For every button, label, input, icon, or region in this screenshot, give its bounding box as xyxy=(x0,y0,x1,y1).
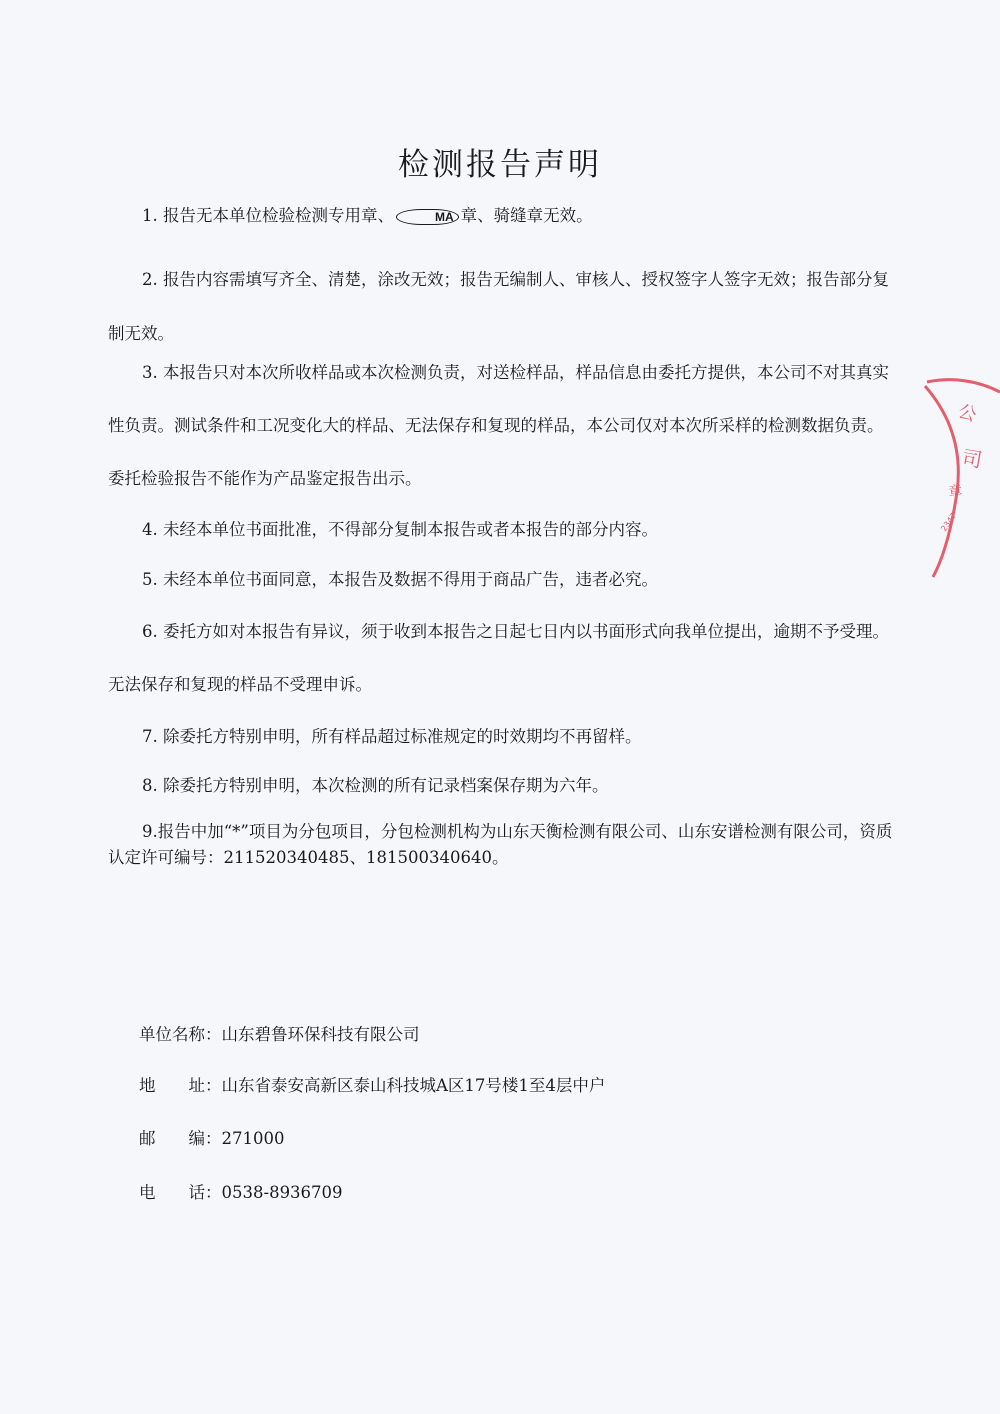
statement-5: 5. 未经本单位书面同意，本报告及数据不得用于商品广告，违者必究。 xyxy=(142,570,658,589)
address-row xyxy=(139,1072,605,1096)
postcode-row xyxy=(139,1125,285,1149)
address-label: 地 址： xyxy=(139,1076,222,1095)
phone-value: 0538-8936709 xyxy=(221,1183,343,1202)
statement-6: 6. 委托方如对本报告有异议，须于收到本报告之日起七日内以书面形式向我单位提出，逾期不予受理。无法保存和复现的样品不受理申诉。 xyxy=(108,622,889,694)
cma-logo-icon: MA xyxy=(396,209,459,225)
statement-1-prefix: 1. 报告无本单位检验检测专用章、 xyxy=(142,206,394,225)
statement-8: 8. 除委托方特别申明，本次检测的所有记录档案保存期为六年。 xyxy=(142,776,609,795)
statement-9: 9.报告中加“*”项目为分包项目，分包检测机构为山东天衡检测有限公司、山东安谱检测有限公司，资质认定许可编号：211520340485、181500340640。 xyxy=(108,822,893,867)
statement-1-suffix: 章、骑缝章无效。 xyxy=(460,206,593,225)
svg-text:公: 公 xyxy=(955,400,980,427)
statement-7: 7. 除委托方特别申明，所有样品超过标准规定的时效期均不再留样。 xyxy=(142,727,642,746)
unit-name-row xyxy=(139,1021,420,1045)
unit-name-label: 单位名称： xyxy=(139,1025,222,1044)
postcode-value: 271000 xyxy=(221,1129,285,1148)
statement-3: 3. 本报告只对本次所收样品或本次检测负责，对送检样品，样品信息由委托方提供，本公司不对其真实性负责。测试条件和工况变化大的样品、无法保存和复现的样品，本公司仅对本次所采样的检测数据负责。委托检验报告不能作为产品鉴定报告出示。 xyxy=(108,363,889,488)
page-title: 检测报告声明 xyxy=(398,146,602,183)
unit-name-value: 山东碧鲁环保科技有限公司 xyxy=(221,1025,420,1044)
svg-text:2347: 2347 xyxy=(939,511,959,534)
seal-stamp-icon xyxy=(905,372,1000,582)
phone-row xyxy=(139,1179,343,1203)
svg-text:章: 章 xyxy=(947,483,964,501)
statement-4: 4. 未经本单位书面批准，不得部分复制本报告或者本报告的部分内容。 xyxy=(142,520,658,539)
statement-1 xyxy=(108,203,898,229)
address-value: 山东省泰安高新区泰山科技城A区17号楼1至4层中户 xyxy=(221,1076,606,1095)
postcode-label: 邮 编： xyxy=(139,1129,222,1148)
phone-label: 电 话： xyxy=(139,1183,222,1202)
svg-text:司: 司 xyxy=(960,445,984,473)
statement-2: 2. 报告内容需填写齐全、清楚，涂改无效；报告无编制人、审核人、授权签字人签字无效；报告部分复制无效。 xyxy=(108,270,889,343)
